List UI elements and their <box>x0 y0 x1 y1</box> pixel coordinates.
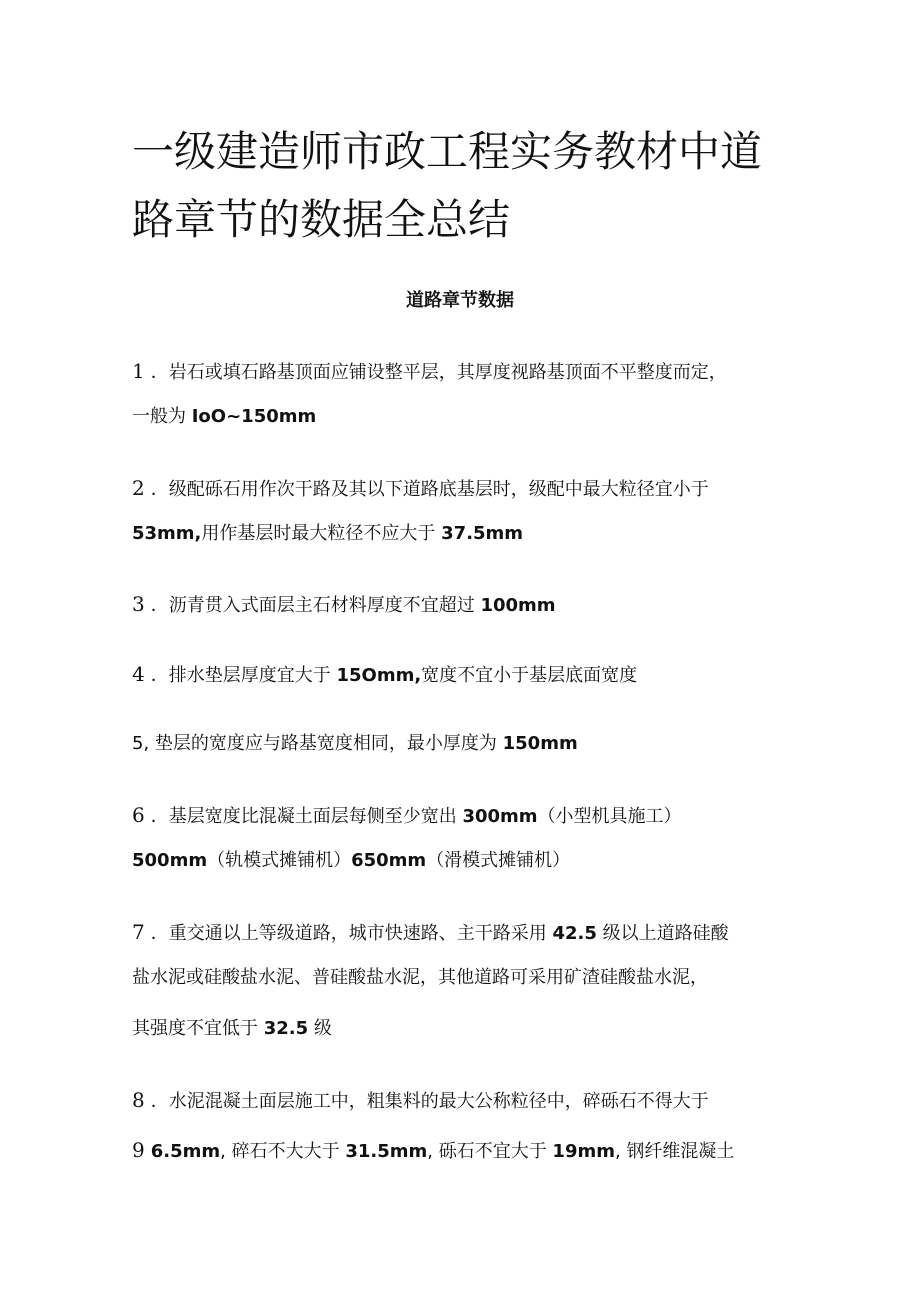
item-text: , 砾石不宜大于 <box>427 1141 553 1162</box>
item-text: 盐水泥或硅酸盐水泥、普硅酸盐水泥，其他道路可采用矿渣硅酸盐水泥， <box>132 967 708 988</box>
item-value: 6.5mm <box>150 1141 221 1162</box>
item-text: ．水泥混凝土面层施工中，粗集料的最大公称粒径中，碎砾石不得大于 <box>150 1091 709 1112</box>
item-2-line-1 <box>132 473 709 505</box>
item-value: 500mm <box>132 850 208 871</box>
item-value: 150mm <box>502 733 578 754</box>
item-4-line-1 <box>132 659 637 691</box>
item-number: 6 <box>132 803 145 827</box>
item-3-line-1 <box>132 589 556 621</box>
item-number: 7 <box>132 920 145 944</box>
item-value: 31.5mm <box>345 1141 428 1162</box>
item-text: 级以上道路硅酸 <box>596 923 729 944</box>
item-value: 650mm <box>351 850 427 871</box>
section-heading: 道路章节数据 <box>406 290 514 311</box>
title-line-1: 一级建造师市政工程实务教材中道 <box>132 127 763 176</box>
item-number: 4 <box>132 662 145 686</box>
item-2-line-2 <box>132 519 523 549</box>
item-text: ．岩石或填石路基顶面应铺设整平层，其厚度视路基顶面不平整度而定， <box>150 362 727 383</box>
item-text: ．级配砾石用作次干路及其以下道路底基层时，级配中最大粒径宜小于 <box>150 479 709 500</box>
item-text: （滑模式摊铺机） <box>426 850 571 871</box>
item-value: 15Omm, <box>336 665 422 686</box>
item-number: 2 <box>132 476 145 500</box>
item-text: 级 <box>308 1018 332 1039</box>
item-text: ．排水垫层厚度宜大于 <box>150 665 337 686</box>
item-1-line-2 <box>132 402 316 432</box>
item-value: 300mm <box>462 806 538 827</box>
item-1-line-1 <box>132 356 727 388</box>
item-value: 53mm, <box>132 523 202 544</box>
item-6-line-1 <box>132 800 682 832</box>
item-6-line-2 <box>132 846 570 876</box>
document-title <box>132 118 792 254</box>
item-value: 19mm <box>552 1141 615 1162</box>
item-value: 42.5 <box>552 923 597 944</box>
item-number: 8 <box>132 1088 145 1112</box>
item-text: ．沥青贯入式面层主石材料厚度不宜超过 <box>150 595 481 616</box>
item-text: 一般为 <box>132 406 192 427</box>
item-text: 用作基层时最大粒径不应大于 <box>201 523 442 544</box>
item-text: , 碎石不大大于 <box>220 1141 346 1162</box>
item-text: 其强度不宜低于 <box>132 1018 264 1039</box>
item-8-line-2 <box>132 1135 734 1167</box>
item-7-line-2 <box>132 963 708 993</box>
item-number: 1 <box>132 359 145 383</box>
item-text: ．重交通以上等级道路，城市快速路、主干路采用 <box>150 923 553 944</box>
item-7-line-1 <box>132 917 729 949</box>
item-5-line-1 <box>132 729 578 759</box>
item-number: 3 <box>132 592 145 616</box>
item-text: 宽度不宜小于基层底面宽度 <box>421 665 638 686</box>
title-line-2: 路章节的数据全总结 <box>132 195 511 244</box>
item-8-line-1 <box>132 1085 709 1117</box>
item-value: 37.5mm <box>441 523 524 544</box>
item-value: 100mm <box>480 595 556 616</box>
item-text: 5, 垫层的宽度应与路基宽度相同，最小厚度为 <box>132 733 503 754</box>
item-text: （小型机具施工） <box>537 806 682 827</box>
item-text: ．基层宽度比混凝土面层每侧至少宽出 <box>150 806 463 827</box>
item-7-line-3 <box>132 1014 332 1044</box>
item-value: 32.5 <box>263 1018 309 1039</box>
item-text: （轨模式摊铺机） <box>207 850 352 871</box>
item-text: , 钢纤维混凝土 <box>614 1141 735 1162</box>
item-value: IoO~150mm <box>191 406 317 427</box>
item-number: 9 <box>132 1138 145 1162</box>
